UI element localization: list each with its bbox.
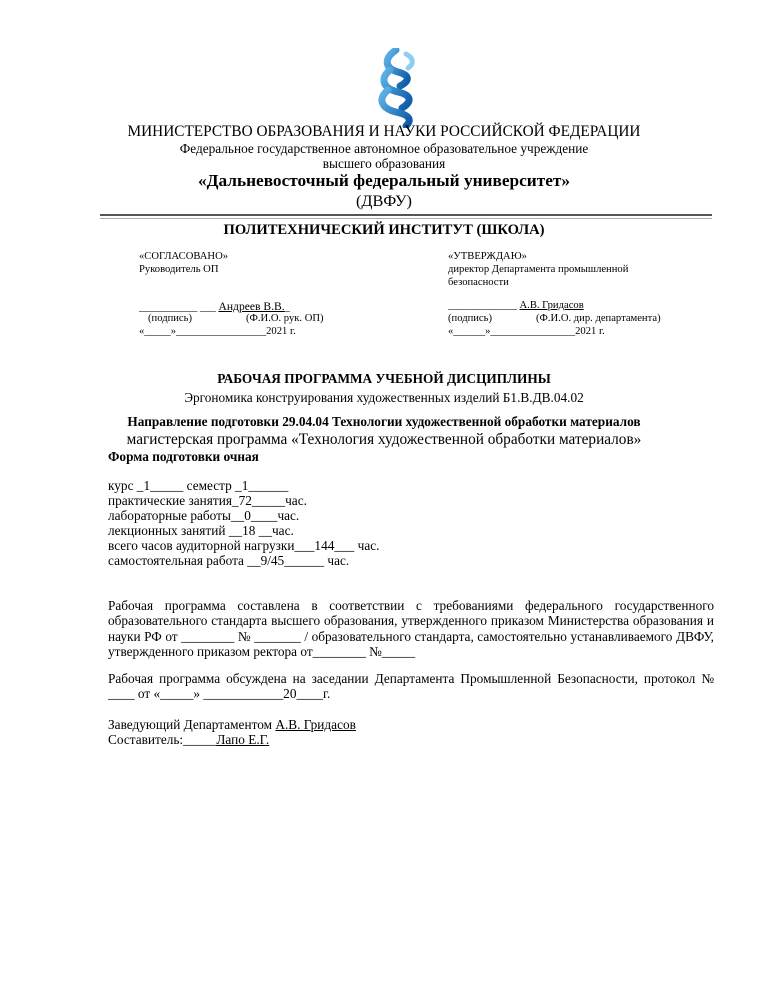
approval-left-title: «СОГЛАСОВАНО» xyxy=(139,251,229,262)
approval-right-sign-blank: _____________ xyxy=(448,300,517,311)
study-course: курс _1_____ семестр _1______ xyxy=(108,478,289,493)
approval-right-name: А.В. Гридасов xyxy=(519,300,584,311)
approval-left-role: Руководитель ОП xyxy=(139,264,219,275)
approval-left-sign-blank: ___________ ___ xyxy=(139,302,216,313)
approval-left-sign-caption: (подпись) xyxy=(148,313,192,324)
compiled-paragraph: Рабочая программа составлена в соответствии с требованиями федерального государственного образовательного стандарта высшего образования, утвержденного приказом Министерства образования и науки РФ от ________ № _______ / образовательного стандарта, самостоятельно устанавливаемого ДВФУ, утвержденного приказом ректора от________ №_____ xyxy=(108,598,714,659)
approval-right-title: «УТВЕРЖДАЮ» xyxy=(448,251,527,262)
header-divider xyxy=(100,214,712,216)
approval-left-name-tail: _ xyxy=(284,302,290,313)
head-label: Заведующий Департаментом xyxy=(108,717,276,732)
approval-right-name-caption: (Ф.И.О. дир. департамента) xyxy=(536,313,661,324)
approval-right-sign-caption: (подпись) xyxy=(448,313,492,324)
approval-right-role-2: безопасности xyxy=(448,277,509,288)
approval-left-signature-line xyxy=(139,300,290,313)
author xyxy=(108,732,269,748)
head-of-department xyxy=(108,717,356,733)
discussed-paragraph: Рабочая программа обсуждена на заседании Департамента Промышленной Безопасности, протокол № ____ от «_____» ____________20____г. xyxy=(108,671,714,702)
program-title: РАБОЧАЯ ПРОГРАММА УЧЕБНОЙ ДИСЦИПЛИНЫ xyxy=(217,371,551,386)
institution-type-line-1: Федеральное государственное автономное образовательное учреждение xyxy=(179,141,589,156)
university-name: «Дальневосточный федеральный университет» xyxy=(197,171,571,190)
approval-right-signature-line xyxy=(448,300,584,311)
approval-left-name-caption: (Ф.И.О. рук. ОП) xyxy=(246,313,324,324)
discipline-name: Эргономика конструирования художественных изделий Б1.В.ДВ.04.02 xyxy=(184,390,584,405)
approval-left-name: Андреев В.В. xyxy=(218,300,285,313)
master-program: магистерская программа «Технология художественной обработки материалов» xyxy=(126,431,642,448)
study-labs: лабораторные работы__0____час. xyxy=(108,508,300,523)
school-name: ПОЛИТЕХНИЧЕСКИЙ ИНСТИТУТ (ШКОЛА) xyxy=(223,222,545,238)
header-divider-thin xyxy=(100,218,712,219)
study-self-work: самостоятельная работа __9/45______ час. xyxy=(108,553,350,568)
author-name: Лапо Е.Г. xyxy=(216,732,270,747)
direction: Направление подготовки 29.04.04 Технологии художественной обработки материалов xyxy=(127,414,641,429)
head-name: А.В. Гридасов xyxy=(275,717,356,732)
study-practice: практические занятия_72_____час. xyxy=(108,493,307,508)
study-total-hours: всего часов аудиторной нагрузки___144___ час. xyxy=(108,538,380,553)
institution-type-line-2: высшего образования xyxy=(322,156,446,171)
approval-left-date: «_____»_________________2021 г. xyxy=(139,326,296,337)
author-label: Составитель:_____ xyxy=(108,732,217,747)
university-abbr: (ДВФУ) xyxy=(356,191,412,210)
approval-right-role-1: директор Департамента промышленной xyxy=(448,264,629,275)
dvfu-logo-icon xyxy=(366,48,430,128)
ministry-title: МИНИСТЕРСТВО ОБРАЗОВАНИЯ И НАУКИ РОССИЙСКОЙ ФЕДЕРАЦИИ xyxy=(127,123,641,140)
study-lectures: лекционных занятий __18 __час. xyxy=(108,523,294,538)
approval-right-date: «______»________________2021 г. xyxy=(448,326,605,337)
study-form: Форма подготовки очная xyxy=(108,449,259,464)
